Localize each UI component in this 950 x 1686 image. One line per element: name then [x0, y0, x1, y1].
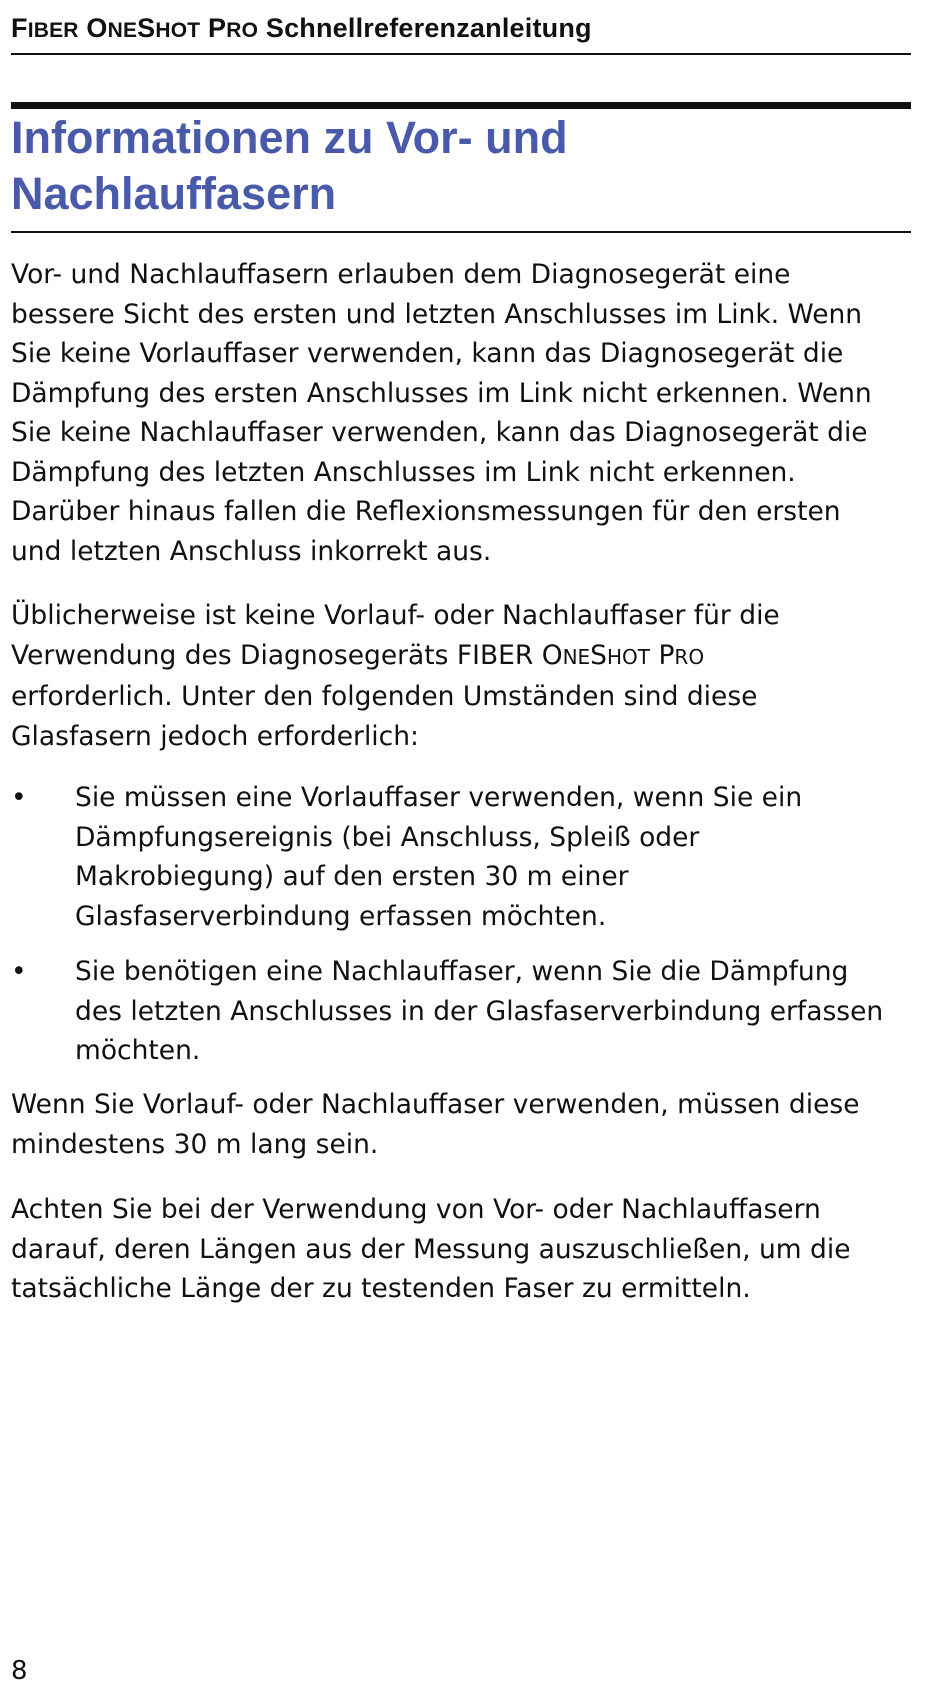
bullet-line: Dämpfungsereignis (bei Anschluss, Spleiß oder: [75, 821, 700, 853]
header-product-cap-2: O: [86, 13, 108, 43]
paragraph-line: Vor- und Nachlauffasern erlauben dem Diagnosegerät eine: [11, 259, 791, 290]
section-title: [11, 110, 911, 222]
paragraph-line: und letzten Anschluss inkorrekt aus.: [11, 535, 492, 567]
paragraph-line: Wenn Sie Vorlauf- oder Nachlauffaser verwenden, müssen diese: [11, 1089, 860, 1120]
product-cap: O: [541, 639, 563, 671]
paragraph-line: tatsächliche Länge der zu testenden Faser zu ermitteln.: [11, 1273, 751, 1304]
header-product-cap-3: S: [137, 13, 156, 43]
page-number: 8: [11, 1656, 28, 1686]
product-rest: RO: [674, 644, 705, 669]
header-suffix: Schnellreferenzanleitung: [265, 13, 592, 43]
paragraph-line: Achten Sie bei der Verwendung von Vor- oder Nachlauffasern: [11, 1194, 821, 1225]
paragraph-line: Sie keine Vorlauffaser verwenden, kann das Diagnosegerät die: [11, 338, 844, 369]
bullet-line: des letzten Anschlusses in der Glasfaserverbindung erfassen: [75, 995, 884, 1027]
section-title-line-1: Informationen zu Vor- und: [11, 112, 568, 163]
paragraph-length: [11, 1085, 916, 1164]
paragraph-line: darauf, deren Längen aus der Messung auszuschließen, um die: [11, 1233, 851, 1265]
list-item: [11, 778, 916, 936]
bullet-marker: •: [11, 956, 27, 987]
paragraph-line: mindestens 30 m lang sein.: [11, 1128, 379, 1160]
bullet-marker: •: [11, 782, 27, 813]
paragraph-line: Dämpfung des letzten Anschlusses im Link nicht erkennen.: [11, 456, 796, 488]
header-product-rest-3: HOT: [155, 19, 201, 42]
bullet-line: Makrobiegung) auf den ersten 30 m einer: [75, 861, 629, 892]
bullet-line: Sie müssen eine Vorlauffaser verwenden, wenn Sie ein: [75, 782, 803, 813]
product-rest: HOT: [607, 644, 650, 669]
running-header: [11, 10, 911, 49]
paragraph-exclusion: [11, 1190, 916, 1309]
product-cap: P: [658, 639, 675, 671]
header-product-cap-1: F: [11, 13, 28, 43]
header-product-cap-4: P: [208, 13, 227, 43]
bullet-line: Glasfaserverbindung erfassen möchten.: [75, 900, 607, 932]
header-divider: [11, 53, 911, 55]
paragraph-line: Sie keine Nachlauffaser verwenden, kann das Diagnosegerät die: [11, 417, 868, 448]
paragraph-line: erforderlich. Unter den folgenden Umständen sind diese: [11, 681, 758, 712]
header-product-rest-2: NE: [107, 19, 138, 42]
section-title-line-2: Nachlauffasern: [11, 168, 337, 219]
paragraph-line: Üblicherweise ist keine Vorlauf- oder Nachlauffaser für die: [11, 600, 780, 631]
list-item: [11, 952, 916, 1071]
paragraph-line: Darüber hinaus fallen die Reflexionsmessungen für den ersten: [11, 496, 841, 527]
paragraph-line: Glasfasern jedoch erforderlich:: [11, 720, 419, 752]
bullet-line: möchten.: [75, 1035, 201, 1066]
paragraph-intro: [11, 255, 916, 571]
paragraph-usage: [11, 596, 916, 756]
bullet-line: Sie benötigen eine Nachlauffaser, wenn Sie die Dämpfung: [75, 956, 849, 987]
header-product-rest-4: RO: [226, 19, 259, 42]
paragraph-line: bessere Sicht des ersten und letzten Anschlusses im Link. Wenn: [11, 298, 863, 330]
product-prefix: Verwendung des Diagnosegeräts FIBER: [11, 639, 542, 671]
header-product-rest-1: IBER: [27, 19, 79, 42]
product-cap: S: [590, 639, 607, 671]
paragraph-line-product: [11, 636, 916, 678]
title-top-rule: [11, 102, 911, 109]
paragraph-line: Dämpfung des ersten Anschlusses im Link nicht erkennen. Wenn: [11, 377, 872, 409]
bullet-list-item-1: [11, 778, 916, 936]
bullet-list-item-2: [11, 952, 916, 1071]
title-bottom-rule: [11, 231, 911, 233]
product-rest: NE: [562, 644, 591, 669]
